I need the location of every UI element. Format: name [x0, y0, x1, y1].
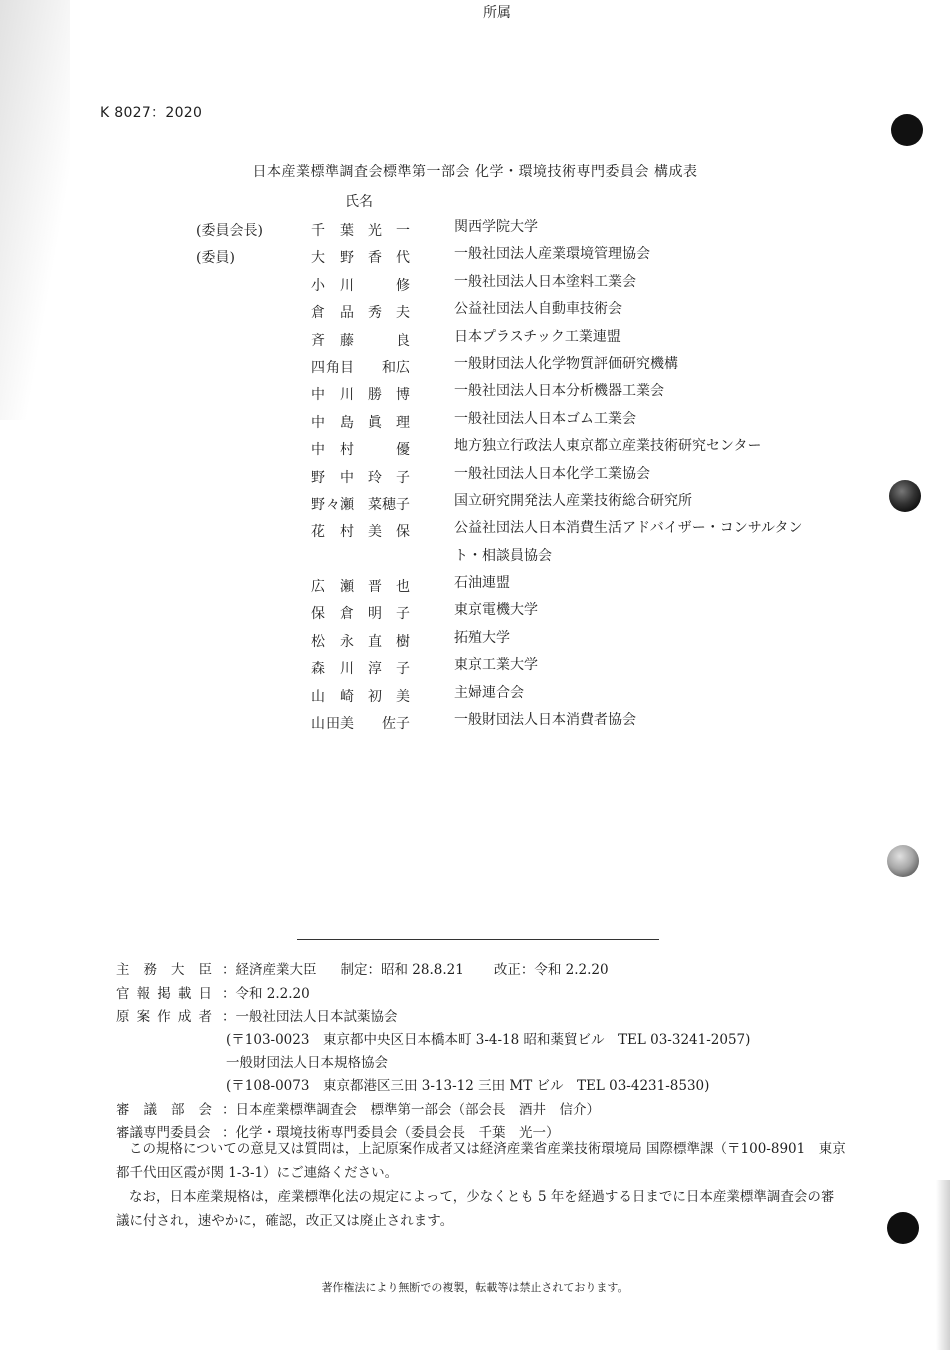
member-row: 山 崎 初 美 主婦連合会 — [0, 680, 950, 707]
column-header-name: 氏名 — [345, 194, 373, 210]
member-affiliation: 一般社団法人日本分析機器工業会 — [454, 383, 664, 400]
punch-hole-1 — [891, 114, 923, 146]
info-label: 原案作成者 — [116, 1009, 220, 1025]
member-row: 野 々 瀬 菜 穂 子 国立研究開発法人産業技術総合研究所 — [0, 488, 950, 515]
member-affiliation: 日本プラスチック工業連盟 — [454, 328, 621, 345]
member-affiliation: 一般財団法人日本消費者協会 — [454, 712, 636, 729]
member-row: 中 村 優 地方独立行政法人東京都立産業技術研究センター — [0, 433, 950, 460]
document-id: K 8027：2020 — [100, 105, 203, 121]
member-row: (委員) 大 野 香 代 一般社団法人産業環境管理協会 — [0, 241, 950, 268]
info-label: 主務大臣 — [116, 962, 226, 978]
note-paragraph: この規格についての意見又は質問は，上記原案作成者又は経済産業省産業技術環境局 国際標準課（〒100-8901 東京都千代田区霞が関 1-3-1）にご連絡ください。 — [116, 1141, 846, 1181]
member-affiliation: 東京工業大学 — [454, 657, 538, 674]
member-row: 野 中 玲 子 一般社団法人日本化学工業協会 — [0, 461, 950, 488]
member-affiliation: 公益社団法人日本消費生活アドバイザー・コンサルタント・相談員協会 — [454, 520, 803, 564]
info-value: 令和 2.2.20 — [235, 986, 310, 1002]
info-label: 審議部会 — [116, 1102, 226, 1118]
drafter2-address: (〒108-0073 東京都港区三田 3-13-12 三田 MT ビル TEL 03-4231-8530) — [226, 1078, 710, 1094]
member-affiliation: 公益社団法人自動車技術会 — [454, 301, 622, 318]
member-row: 中 川 勝 博 一般社団法人日本分析機器工業会 — [0, 378, 950, 405]
member-row: 広 瀬 晋 也 石油連盟 — [0, 570, 950, 597]
info-drafter: 原案作成者 ：一般社団法人日本試薬協会 — [116, 1009, 398, 1025]
member-affiliation: 一般社団法人日本塗料工業会 — [454, 273, 636, 290]
member-affiliation: 拓殖大学 — [454, 629, 510, 646]
member-list — [0, 214, 950, 734]
scan-shadow-right — [936, 1180, 950, 1350]
member-row: 倉 品 秀 夫 公益社団法人自動車技術会 — [0, 296, 950, 323]
info-value: 日本産業標準調査会 標準第一部会（部会長 酒井 信介） — [235, 1102, 600, 1118]
punch-hole-3 — [887, 845, 919, 877]
member-row: 山 田 美 佐 子 一般財団法人日本消費者協会 — [0, 707, 950, 734]
section-divider — [297, 939, 659, 940]
member-affiliation: 一般社団法人日本化学工業協会 — [454, 465, 650, 482]
member-affiliation: 石油連盟 — [454, 575, 510, 592]
member-affiliation: 一般財団法人化学物質評価研究機構 — [454, 355, 678, 372]
notes — [116, 1137, 846, 1233]
member-row: 花 村 美 保 公益社団法人日本消費生活アドバイザー・コンサルタント・相談員協会 — [0, 515, 950, 570]
info-label: 官報掲載日 — [116, 986, 220, 1002]
info-minister: 主務大臣：経済産業大臣 制定：昭和 28.8.21 改正：令和 2.2.20 — [116, 962, 609, 978]
member-role: (委員会長) — [196, 223, 263, 239]
member-affiliation: 国立研究開発法人産業技術総合研究所 — [454, 492, 692, 509]
info-gazette: 官報掲載日 ：令和 2.2.20 — [116, 986, 310, 1002]
member-row: (委員会長) 千 葉 光 一 関西学院大学 — [0, 214, 950, 241]
member-affiliation: 一般社団法人産業環境管理協会 — [454, 246, 650, 263]
member-row: 松 永 直 樹 拓殖大学 — [0, 625, 950, 652]
member-row: 中 島 眞 理 一般社団法人日本ゴム工業会 — [0, 406, 950, 433]
member-affiliation: 地方独立行政法人東京都立産業技術研究センター — [454, 438, 762, 455]
member-affiliation: 東京電機大学 — [454, 602, 538, 619]
drafter2-org: 一般財団法人日本規格協会 — [226, 1055, 388, 1071]
member-affiliation: 主婦連合会 — [454, 684, 524, 701]
revised-date: 改正：令和 2.2.20 — [493, 962, 609, 978]
member-role: (委員) — [196, 250, 235, 267]
info-council: 審議部会：日本産業標準調査会 標準第一部会（部会長 酒井 信介） — [116, 1102, 600, 1118]
info-label: 審議専門委員会 — [116, 1125, 211, 1141]
member-row: 斉 藤 良 日本プラスチック工業連盟 — [0, 324, 950, 351]
member-row: 保 倉 明 子 東京電機大学 — [0, 597, 950, 624]
note-paragraph: なお，日本産業規格は，産業標準化法の規定によって，少なくとも 5 年を経過する日までに日本産業標準調査会の審議に付され，速やかに，確認，改正又は廃止されます。 — [116, 1189, 835, 1229]
committee-table-title: 日本産業標準調査会標準第一部会 化学・環境技術専門委員会 構成表 — [252, 164, 698, 180]
member-row: 四 角 目 和 広 一般財団法人化学物質評価研究機構 — [0, 351, 950, 378]
info-value: 一般社団法人日本試薬協会 — [235, 1009, 398, 1025]
drafter1-address: (〒103-0023 東京都中央区日本橋本町 3-4-18 昭和薬貿ビル TEL 03-3241-2057) — [226, 1032, 751, 1048]
member-row: 小 川 修 一般社団法人日本塗料工業会 — [0, 269, 950, 296]
enacted-date: 制定：昭和 28.8.21 — [340, 962, 464, 978]
info-value: 経済産業大臣 — [235, 962, 317, 978]
member-affiliation: 関西学院大学 — [454, 219, 538, 235]
punch-hole-4 — [887, 1212, 919, 1244]
column-header-affiliation: 所属 — [483, 5, 511, 21]
member-affiliation: 一般社団法人日本ゴム工業会 — [454, 410, 636, 427]
copyright-footer: 著作権法により無断での複製，転載等は禁止されております。 — [321, 1281, 629, 1294]
info-committee: 審議専門委員会 ：化学・環境技術専門委員会（委員会長 千葉 光一） — [116, 1125, 560, 1141]
member-row: 森 川 淳 子 東京工業大学 — [0, 652, 950, 679]
info-value: 化学・環境技術専門委員会（委員会長 千葉 光一） — [235, 1125, 560, 1141]
